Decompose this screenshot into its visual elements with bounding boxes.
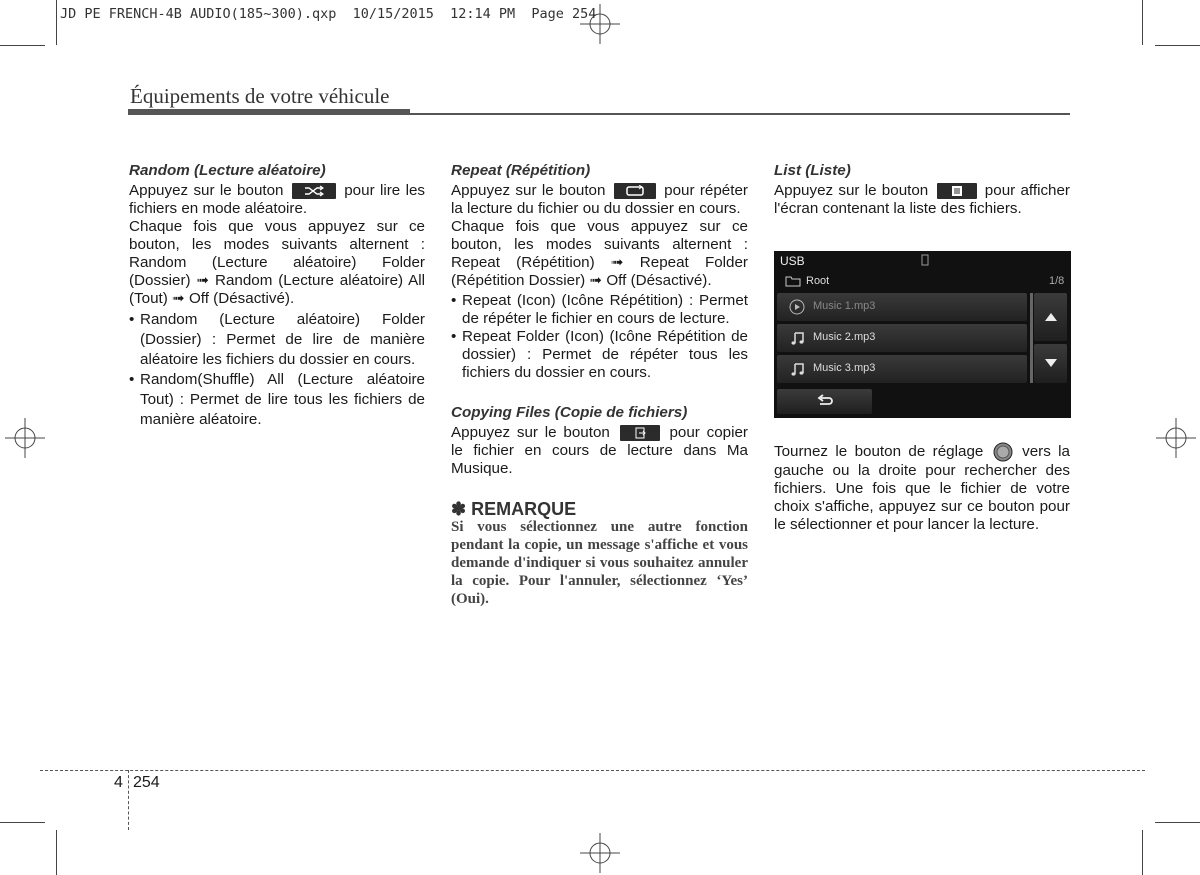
screen-file-count: 1/8 bbox=[1049, 275, 1065, 287]
header-rule-thin bbox=[410, 113, 1070, 115]
repeat-bullets bbox=[451, 292, 748, 382]
footer-dashed-rule bbox=[40, 770, 1145, 771]
registration-mark-icon bbox=[580, 833, 620, 873]
list-button-icon bbox=[937, 183, 977, 199]
note-title: ✽ REMARQUE bbox=[451, 499, 577, 519]
copy-button-icon bbox=[620, 425, 660, 441]
column-random bbox=[129, 162, 425, 430]
tune-knob-icon bbox=[993, 442, 1013, 462]
scrollbar[interactable] bbox=[1030, 293, 1033, 383]
random-intro-before: Appuyez sur le bouton bbox=[129, 182, 284, 199]
copy-intro-after: pour copier le fichier en cours de lecture dans Ma Musique. bbox=[451, 424, 748, 477]
note-body: Si vous sélectionnez une autre fonction pendant la copie, un message s'affiche et vous demande d'indiquer si vous souhaitez annuler la copie. Pour l'annuler, sélectionnez ‘Yes’ (Oui). bbox=[451, 519, 748, 607]
list-item[interactable] bbox=[777, 355, 1027, 383]
column-repeat bbox=[451, 162, 748, 608]
random-modes: Chaque fois que vous appuyez sur ce bouton, les modes suivants alternent : Random (Lecture aléatoire) Folder (Dossier) ➟ Random (Lecture aléatoire) All (Tout) ➟ Off (Désactivé). bbox=[129, 218, 425, 307]
usb-icon bbox=[921, 254, 929, 266]
tune-after: vers la gauche ou la droite pour rechercher des fichiers. Une fois que le fichier de votre choix s'affiche, appuyez sur ce bouton pour le sélectionner et pour lancer la lecture. bbox=[774, 443, 1070, 533]
column-list-lower bbox=[774, 442, 1070, 534]
tune-before: Tournez le bouton de réglage bbox=[774, 443, 984, 461]
heading-copying: Copying Files (Copie de fichiers) bbox=[451, 404, 688, 421]
repeat-modes: Chaque fois que vous appuyez sur ce bouton, les modes suivants alternent : Repeat (Répétition) ➟ Repeat Folder (Répétition Dossier) ➟ Off (Désactivé). bbox=[451, 218, 748, 289]
music-note-icon bbox=[790, 361, 806, 377]
scroll-up-button[interactable] bbox=[1034, 293, 1067, 341]
list-item[interactable] bbox=[777, 324, 1027, 352]
crop-mark bbox=[1142, 830, 1143, 875]
crop-mark bbox=[1142, 0, 1143, 45]
list-item: • Repeat Folder (Icon) (Icône Répétition de dossier) : Permet de répéter tous les fichiers du dossier en cours. bbox=[451, 328, 748, 382]
heading-list: List (Liste) bbox=[774, 162, 851, 179]
usb-list-screen bbox=[774, 251, 1071, 418]
music-note-icon bbox=[790, 330, 806, 346]
arrow-down-icon bbox=[1044, 358, 1058, 368]
crop-mark bbox=[56, 830, 57, 875]
repeat-intro-after: pour répéter la lecture du fichier ou du dossier en cours. bbox=[451, 182, 748, 217]
page-number: 254 bbox=[133, 774, 160, 791]
print-header: JD PE FRENCH-4B AUDIO(185~300).qxp 10/15/2015 12:14 PM Page 254 bbox=[60, 6, 597, 22]
copy-intro bbox=[451, 424, 748, 478]
heading-repeat: Repeat (Répétition) bbox=[451, 162, 591, 179]
registration-mark-icon bbox=[1156, 418, 1196, 458]
crop-mark bbox=[56, 0, 57, 45]
crop-mark bbox=[0, 822, 45, 823]
copy-intro-before: Appuyez sur le bouton bbox=[451, 424, 610, 441]
list-item: • Repeat (Icon) (Icône Répétition) : Permet de répéter le fichier en cours de lecture. bbox=[451, 292, 748, 328]
random-intro-after: pour lire les fichiers en mode aléatoire. bbox=[129, 182, 425, 217]
play-icon bbox=[789, 299, 805, 315]
random-intro bbox=[129, 182, 425, 218]
crop-mark bbox=[0, 45, 45, 46]
screen-folder-label: Root bbox=[806, 275, 830, 287]
scroll-down-button[interactable] bbox=[1034, 344, 1067, 383]
column-list bbox=[774, 162, 1070, 218]
folder-icon bbox=[785, 275, 801, 287]
list-intro bbox=[774, 182, 1070, 218]
repeat-intro bbox=[451, 182, 748, 218]
list-item[interactable] bbox=[777, 293, 1027, 321]
back-arrow-icon bbox=[816, 394, 834, 408]
chapter-number: 4 bbox=[114, 774, 123, 791]
arrow-up-icon bbox=[1044, 312, 1058, 322]
list-item: • Random (Lecture aléatoire) Folder (Dossier) : Permet de lire de manière aléatoire les fichiers du dossier en cours. bbox=[129, 310, 425, 370]
section-title: Équipements de votre véhicule bbox=[130, 84, 390, 108]
file-name: Music 1.mp3 bbox=[813, 300, 876, 312]
footer-divider bbox=[128, 770, 129, 830]
crop-mark bbox=[1155, 822, 1200, 823]
tune-knob-paragraph bbox=[774, 442, 1070, 534]
random-bullets bbox=[129, 310, 425, 430]
header-rule-thick bbox=[128, 109, 410, 115]
screen-source-label: USB bbox=[780, 254, 805, 268]
file-name: Music 3.mp3 bbox=[813, 362, 876, 374]
repeat-intro-before: Appuyez sur le bouton bbox=[451, 182, 606, 199]
heading-random: Random (Lecture aléatoire) bbox=[129, 162, 326, 179]
list-item: • Random(Shuffle) All (Lecture aléatoire Tout) : Permet de lire tous les fichiers de manière aléatoire. bbox=[129, 370, 425, 430]
list-intro-after: pour afficher l'écran contenant la liste des fichiers. bbox=[774, 182, 1070, 217]
shuffle-button-icon bbox=[292, 183, 336, 199]
back-button[interactable] bbox=[777, 389, 872, 414]
registration-mark-icon bbox=[5, 418, 45, 458]
list-intro-before: Appuyez sur le bouton bbox=[774, 182, 929, 199]
repeat-button-icon bbox=[614, 183, 656, 199]
file-name: Music 2.mp3 bbox=[813, 331, 876, 343]
crop-mark bbox=[1155, 45, 1200, 46]
